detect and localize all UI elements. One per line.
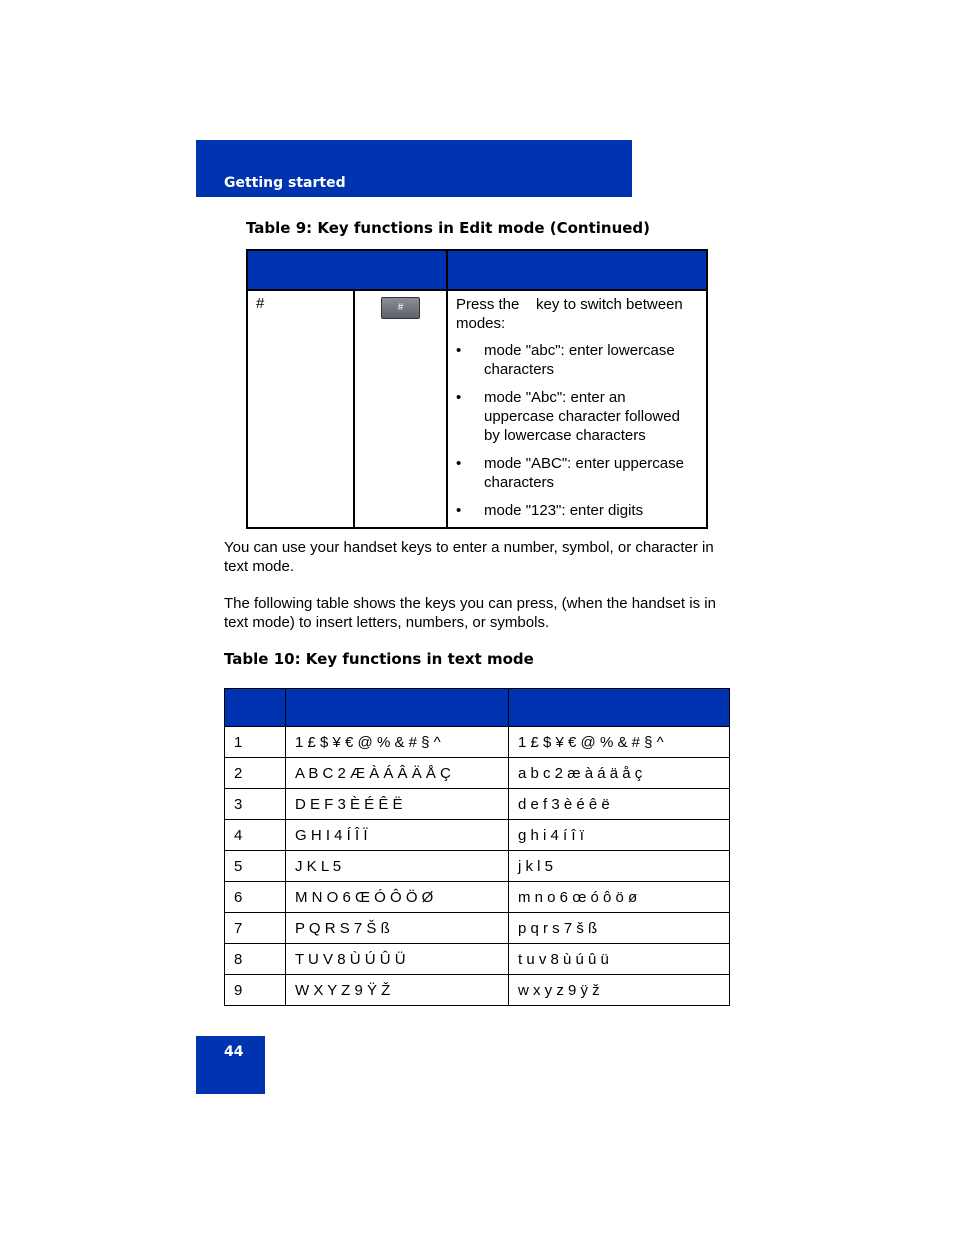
- lowercase-cell: 1 £ $ ¥ € @ % & # § ^: [509, 727, 730, 758]
- key-cell: 9: [225, 975, 286, 1006]
- page-number: 44: [224, 1044, 244, 1060]
- paragraph: The following table shows the keys you can press, (when the handset is in text mode) to insert letters, numbers, or symbols.: [224, 595, 716, 631]
- list-item: • mode "ABC": enter uppercase characters: [456, 455, 684, 491]
- lowercase-cell: a b c 2 æ à á ä å ç: [509, 758, 730, 789]
- table10-header-row: [225, 689, 730, 727]
- uppercase-cell: T U V 8 Ù Ú Û Ü: [286, 944, 509, 975]
- uppercase-cell: 1 £ $ ¥ € @ % & # § ^: [286, 727, 509, 758]
- table9-row: [247, 290, 707, 528]
- lowercase-cell: w x y z 9 ÿ ž: [509, 975, 730, 1006]
- table-row: [225, 913, 730, 944]
- table-row: [225, 820, 730, 851]
- list-item: • mode "Abc": enter an uppercase character followed by lowercase characters: [456, 389, 680, 444]
- table-row: [225, 758, 730, 789]
- key-cell: 3: [225, 789, 286, 820]
- key-cell: 1: [225, 727, 286, 758]
- table-row: [225, 789, 730, 820]
- key-cell: 4: [225, 820, 286, 851]
- table9-header-row: [247, 250, 707, 290]
- table10-header-cell: [225, 689, 286, 727]
- uppercase-cell: A B C 2 Æ À Á Â Ä Å Ç: [286, 758, 509, 789]
- lowercase-cell: d e f 3 è é ê ë: [509, 789, 730, 820]
- table-row: [225, 727, 730, 758]
- key-cell: 8: [225, 944, 286, 975]
- table-row: [225, 944, 730, 975]
- lowercase-cell: p q r s 7 š ß: [509, 913, 730, 944]
- table9: [246, 249, 708, 529]
- list-item: • mode "123": enter digits: [456, 502, 644, 519]
- table10: [224, 688, 730, 1006]
- page-number-box: [196, 1036, 265, 1094]
- mode-list: [456, 341, 698, 520]
- uppercase-cell: G H I 4 Í Î Ï: [286, 820, 509, 851]
- uppercase-cell: W X Y Z 9 Ÿ Ž: [286, 975, 509, 1006]
- lowercase-cell: m n o 6 œ ó ô ö ø: [509, 882, 730, 913]
- section-title: Getting started: [224, 175, 346, 191]
- key-cell: 2: [225, 758, 286, 789]
- table10-header-cell: [286, 689, 509, 727]
- list-item: • mode "abc": enter lowercase characters: [456, 342, 675, 378]
- header-band: [196, 140, 632, 197]
- table10-caption: Table 10: Key functions in text mode: [224, 650, 534, 668]
- table10-header-cell: [509, 689, 730, 727]
- key-cell: #: [247, 290, 354, 528]
- table-row: [225, 851, 730, 882]
- uppercase-cell: P Q R S 7 Š ß: [286, 913, 509, 944]
- uppercase-cell: M N O 6 Œ Ó Ô Ö Ø: [286, 882, 509, 913]
- uppercase-cell: J K L 5: [286, 851, 509, 882]
- key-cell: 6: [225, 882, 286, 913]
- description-intro: Press the key to switch between modes:: [456, 296, 687, 332]
- description-cell: [447, 290, 707, 528]
- table9-caption: Table 9: Key functions in Edit mode (Continued): [246, 219, 651, 237]
- uppercase-cell: D E F 3 È É Ê Ë: [286, 789, 509, 820]
- table-row: [225, 882, 730, 913]
- lowercase-cell: t u v 8 ù ú û ü: [509, 944, 730, 975]
- key-cell: 7: [225, 913, 286, 944]
- key-cell: 5: [225, 851, 286, 882]
- table9-header-cell: [447, 250, 707, 290]
- paragraph: You can use your handset keys to enter a number, symbol, or character in text mode.: [224, 539, 714, 575]
- table-row: [225, 975, 730, 1006]
- lowercase-cell: j k l 5: [509, 851, 730, 882]
- lowercase-cell: g h i 4 í î ï: [509, 820, 730, 851]
- hash-key-icon: #: [381, 297, 420, 319]
- table9-header-cell: [247, 250, 447, 290]
- key-icon-cell: [354, 290, 447, 528]
